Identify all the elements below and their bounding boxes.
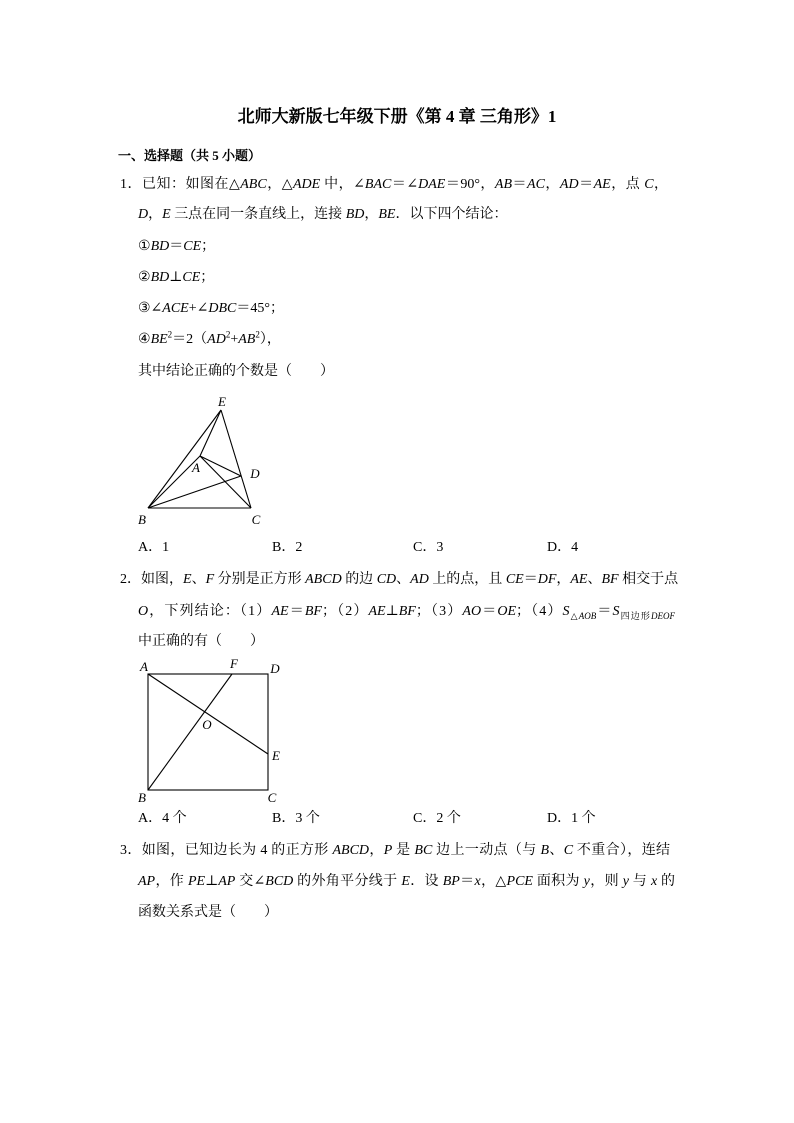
- subscript: 四边形: [619, 610, 652, 621]
- text-segment: 、: [587, 572, 602, 587]
- math-variable: BP: [442, 874, 460, 889]
- math-variable: DF: [537, 572, 557, 587]
- math-variable: C: [644, 177, 654, 192]
- math-variable: AD: [559, 177, 579, 192]
- math-variable: S: [612, 604, 620, 619]
- q1-prompt: [138, 363, 334, 381]
- math-variable: AE: [271, 604, 289, 619]
- q1-line-2: [138, 206, 507, 224]
- text-segment: ⊥: [385, 604, 399, 619]
- subscript: DEOF: [651, 610, 676, 621]
- math-variable: BE: [150, 332, 168, 347]
- q1-choice-a: A．1: [138, 540, 170, 555]
- math-variable: PCE: [506, 874, 533, 889]
- text-segment: ；（3）: [415, 604, 463, 619]
- text-segment: 其中结论正确的个数是（ ）: [138, 364, 334, 379]
- text-segment: ，△: [266, 177, 293, 192]
- text-segment: 、: [396, 572, 411, 587]
- math-variable: C: [563, 843, 574, 858]
- math-variable: BE: [378, 207, 396, 222]
- math-variable: PE: [187, 874, 206, 889]
- text-segment: ＝∠: [391, 177, 419, 192]
- math-variable: AP: [138, 874, 156, 889]
- text-segment: ⊥: [169, 270, 183, 285]
- text-segment: ，作: [155, 874, 188, 889]
- math-variable: CE: [183, 239, 202, 254]
- q1-triangle-figure: [130, 390, 280, 530]
- text-segment: 分别是正方形: [214, 572, 306, 587]
- q3-prompt: [138, 904, 278, 922]
- text-segment: ．以下四个结论：: [395, 207, 508, 222]
- text-segment: ③∠: [138, 301, 163, 316]
- math-variable: BCD: [265, 874, 294, 889]
- text-segment: 与: [628, 874, 651, 889]
- math-variable: D: [138, 207, 149, 222]
- q2-line-1: [120, 571, 679, 589]
- math-variable: BF: [601, 572, 619, 587]
- math-variable: BD: [150, 270, 170, 285]
- math-variable: BF: [398, 604, 416, 619]
- math-variable: E: [162, 207, 171, 222]
- q1-statement-1: [138, 238, 215, 256]
- subscript: △: [569, 610, 579, 621]
- text-segment: 的外角平分线于: [293, 874, 402, 889]
- text-segment: ，: [148, 207, 163, 222]
- point-label: C: [251, 512, 261, 527]
- text-segment: ，: [556, 572, 571, 587]
- q3-line-2: [138, 873, 675, 891]
- math-variable: F: [205, 572, 215, 587]
- text-segment: ，: [653, 177, 669, 192]
- text-segment: 1．已知：如图在△: [120, 177, 241, 192]
- q2-choice-a: A．4 个: [138, 811, 187, 826]
- q2-choice-b: B．3 个: [272, 811, 320, 826]
- text-segment: 不重合），连结: [573, 843, 671, 858]
- math-variable: CE: [182, 270, 201, 285]
- text-segment: ④: [138, 332, 151, 347]
- text-segment: 三点在同一条直线上，连接: [170, 207, 346, 222]
- math-variable: AE: [368, 604, 386, 619]
- math-variable: BD: [150, 239, 170, 254]
- math-variable: AB: [494, 177, 513, 192]
- q1-statement-4: [138, 331, 281, 349]
- text-segment: ＝45°；: [236, 301, 284, 316]
- math-variable: ABC: [240, 177, 267, 192]
- point-label: C: [267, 790, 277, 805]
- text-segment: ，下列结论：（1）: [148, 604, 272, 619]
- math-variable: x: [650, 874, 658, 889]
- point-label: E: [272, 748, 280, 763]
- q1-line-1: [120, 176, 668, 194]
- subscript: AOB: [578, 610, 597, 621]
- point-label: F: [230, 656, 238, 671]
- text-segment: ；（2）: [321, 604, 369, 619]
- point-label: A: [140, 659, 148, 674]
- q1-statement-2: [138, 269, 214, 287]
- math-variable: BC: [414, 843, 433, 858]
- math-variable: O: [138, 604, 149, 619]
- q3-line-1: [120, 842, 670, 860]
- q1-statement-3: [138, 300, 284, 318]
- math-variable: AD: [207, 332, 226, 347]
- text-segment: 函数关系式是（ ）: [138, 905, 278, 920]
- segment-ae: [200, 410, 221, 456]
- math-variable: ABCD: [305, 572, 342, 587]
- text-segment: ＝: [288, 604, 305, 619]
- text-segment: ＝: [523, 572, 538, 587]
- text-segment: ，点: [610, 177, 645, 192]
- math-variable: DBC: [208, 301, 237, 316]
- text-segment: 3．如图，已知边长为 4 的正方形: [120, 843, 333, 858]
- point-label: B: [138, 512, 146, 527]
- math-variable: AE: [570, 572, 588, 587]
- text-segment: 中，∠: [320, 177, 365, 192]
- q1-choice-d: D．4: [547, 540, 579, 555]
- text-segment: ），: [259, 332, 281, 347]
- math-variable: OE: [497, 604, 516, 619]
- math-variable: CD: [376, 572, 397, 587]
- q2-square-figure: [130, 655, 290, 807]
- math-variable: AB: [238, 332, 256, 347]
- math-variable: ADE: [292, 177, 321, 192]
- text-segment: 是: [392, 843, 415, 858]
- math-variable: AC: [527, 177, 545, 192]
- point-label: O: [202, 717, 212, 732]
- math-variable: BAC: [364, 177, 392, 192]
- text-segment: ，: [544, 177, 560, 192]
- segment-ae: [148, 674, 268, 754]
- text-segment: 中正确的有（ ）: [138, 634, 264, 649]
- text-segment: ；: [201, 239, 216, 254]
- square-abcd: [148, 674, 268, 790]
- text-segment: ＝: [481, 604, 498, 619]
- math-variable: CE: [505, 572, 524, 587]
- point-label: D: [270, 661, 280, 676]
- text-segment: ＝: [578, 177, 594, 192]
- text-segment: ＝: [459, 874, 475, 889]
- math-variable: DAE: [418, 177, 446, 192]
- math-variable: AD: [410, 572, 429, 587]
- point-label: A: [192, 460, 200, 475]
- math-variable: y: [622, 874, 629, 889]
- math-variable: AO: [462, 604, 482, 619]
- q1-choice-c: C．3: [413, 540, 444, 555]
- segment-be: [148, 410, 221, 508]
- math-variable: E: [401, 874, 410, 889]
- text-segment: 边上一动点（与: [432, 843, 541, 858]
- superscript: 2: [255, 329, 260, 340]
- text-segment: +∠: [188, 301, 209, 316]
- text-segment: ＝90°，: [445, 177, 495, 192]
- text-segment: +: [230, 332, 239, 347]
- math-variable: P: [383, 843, 393, 858]
- text-segment: ＝2（: [172, 332, 208, 347]
- q2-line-2: [138, 603, 675, 621]
- text-segment: ，: [364, 207, 379, 222]
- page-title: 北师大新版七年级下册《第 4 章 三角形》1: [237, 107, 557, 126]
- section-heading: 一、选择题（共 5 小题）: [118, 148, 262, 163]
- text-segment: 、: [191, 572, 206, 587]
- text-segment: ；: [200, 270, 215, 285]
- math-variable: x: [474, 874, 481, 889]
- q2-choice-d: D．1 个: [547, 811, 596, 826]
- point-label: E: [218, 394, 226, 409]
- q1-choice-b: B．2: [272, 540, 303, 555]
- text-segment: 、: [549, 843, 564, 858]
- text-segment: 交∠: [235, 874, 266, 889]
- text-segment: ＝: [169, 239, 184, 254]
- text-segment: ＝: [512, 177, 528, 192]
- math-variable: B: [540, 843, 550, 858]
- math-variable: AP: [218, 874, 236, 889]
- math-variable: BF: [304, 604, 322, 619]
- text-segment: ．设: [409, 874, 443, 889]
- math-variable: BD: [345, 207, 365, 222]
- text-segment: 的边: [341, 572, 377, 587]
- text-segment: ①: [138, 239, 151, 254]
- q2-choice-c: C．2 个: [413, 811, 461, 826]
- segment-ad: [200, 456, 241, 476]
- math-variable: y: [583, 874, 590, 889]
- segment-bf: [148, 674, 232, 790]
- text-segment: ；（4）: [516, 604, 563, 619]
- math-variable: S: [562, 604, 570, 619]
- text-segment: 上的点，且: [428, 572, 506, 587]
- segment-bd: [148, 476, 241, 508]
- point-label: B: [138, 790, 146, 805]
- text-segment: ，△: [480, 874, 507, 889]
- math-variable: AE: [593, 177, 611, 192]
- point-label: D: [250, 466, 260, 481]
- text-segment: ，则: [589, 874, 623, 889]
- text-segment: ⊥: [205, 874, 219, 889]
- text-segment: ＝: [596, 604, 613, 619]
- q2-prompt: [138, 633, 264, 651]
- text-segment: ，: [369, 843, 384, 858]
- text-segment: ②: [138, 270, 151, 285]
- math-variable: ACE: [162, 301, 189, 316]
- superscript: 2: [167, 329, 173, 340]
- math-variable: E: [183, 572, 192, 587]
- text-segment: 面积为: [532, 874, 584, 889]
- math-variable: ABCD: [332, 843, 370, 858]
- text-segment: 2．如图，: [120, 572, 183, 587]
- superscript: 2: [225, 329, 231, 340]
- text-segment: 的: [657, 874, 676, 889]
- text-segment: 相交于点: [618, 572, 679, 587]
